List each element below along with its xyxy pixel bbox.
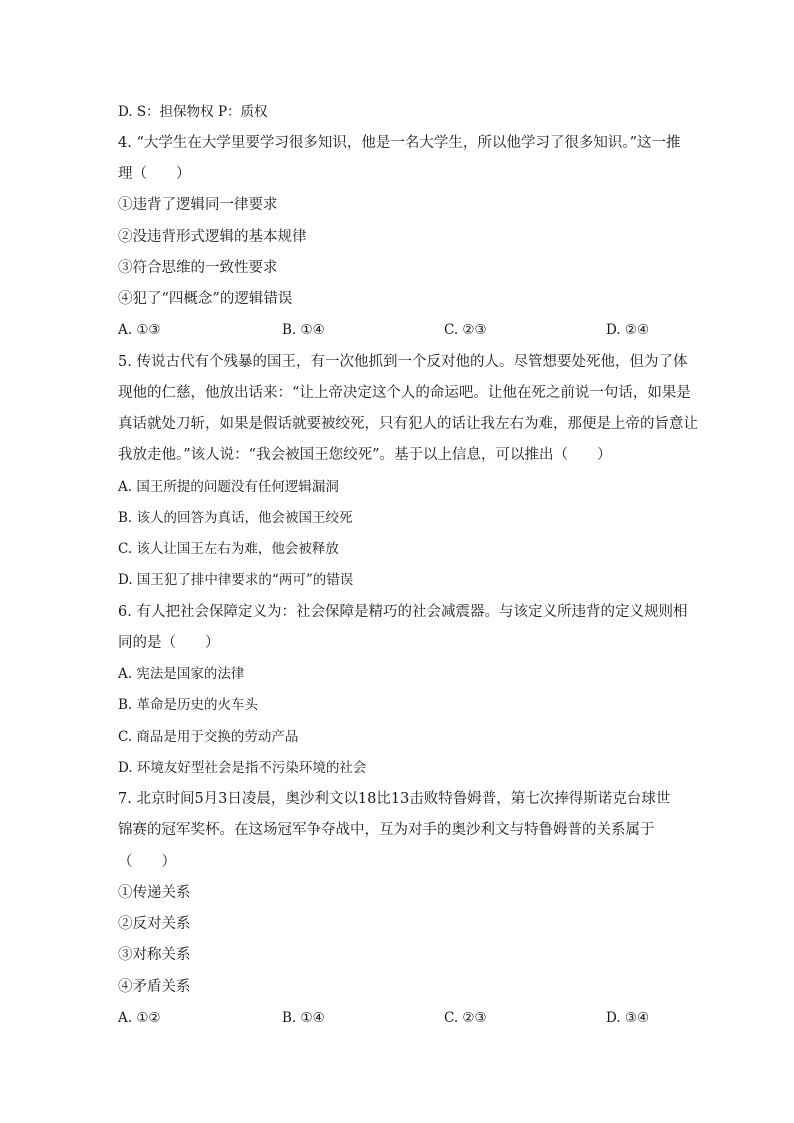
- q4-statement-3: ③符合思维的一致性要求: [118, 260, 278, 276]
- q4-option-c: C. ②③: [444, 322, 487, 338]
- q5-option-b: B. 该人的回答为真话，他会被国王绞死: [118, 510, 353, 526]
- q4-options: [118, 320, 678, 340]
- q6-stem-line-1: 6. 有人把社会保障定义为：社会保障是精巧的社会减震器。与该定义所违背的定义规则相: [118, 604, 688, 620]
- q5-stem-line-2: 现他的仁慈，他放出话来：“让上帝决定这个人的命运吧。让他在死之前说一句话，如果是: [118, 385, 691, 401]
- q6-option-b: B. 革命是历史的火车头: [118, 697, 259, 713]
- q7-statement-2: ②反对关系: [118, 916, 191, 932]
- q5-option-c: C. 该人让国王左右为难，他会被释放: [118, 541, 339, 557]
- q6-option-c: C. 商品是用于交换的劳动产品: [118, 729, 299, 745]
- q5-option-d: D. 国王犯了排中律要求的“两可”的错误: [118, 572, 354, 588]
- q4-stem-line-1: 4. “大学生在大学里要学习很多知识，他是一名大学生，所以他学习了很多知识。”这一推: [118, 135, 681, 151]
- q6-stem-line-2: 同的是（ ）: [118, 635, 220, 651]
- q7-option-c: C. ②③: [444, 1010, 487, 1026]
- q5-stem-line-4: 我放走他。”该人说：“我会被国王您绞死”。基于以上信息，可以推出（ ）: [118, 447, 612, 463]
- q4-option-a: A. ①③: [118, 322, 161, 338]
- q5-stem-line-3: 真话就处刀斩，如果是假话就要被绞死，只有犯人的话让我左右为难，那便是上帝的旨意让: [118, 416, 698, 432]
- q4-statement-4: ④犯了“四概念”的逻辑错误: [118, 291, 293, 307]
- q6-option-a: A. 宪法是国家的法律: [118, 666, 245, 682]
- q4-option-d: D. ②④: [606, 322, 650, 338]
- q6-option-d: D. 环境友好型社会是指不污染环境的社会: [118, 760, 367, 776]
- q3-option-d: D. S：担保物权 P：质权: [118, 104, 268, 120]
- q7-option-a: A. ①②: [118, 1010, 161, 1026]
- q7-option-d: D. ③④: [606, 1010, 650, 1026]
- q7-stem-line-1: 7. 北京时间5月3日凌晨，奥沙利文以18比13击败特鲁姆普，第七次捧得斯诺克台球世: [118, 791, 671, 807]
- q7-statement-3: ③对称关系: [118, 947, 191, 963]
- q7-stem-line-2: 锦赛的冠军奖杯。在这场冠军争夺战中，互为对手的奥沙利文与特鲁姆普的关系属于: [118, 822, 655, 838]
- q4-option-b: B. ①④: [282, 322, 325, 338]
- q5-stem-line-1: 5. 传说古代有个残暴的国王，有一次他抓到一个反对他的人。尽管想要处死他，但为了体: [118, 354, 688, 370]
- q7-options: [118, 1008, 678, 1028]
- q4-stem-line-2: 理（ ）: [118, 166, 191, 182]
- q4-statement-2: ②没违背形式逻辑的基本规律: [118, 229, 307, 245]
- q7-statement-4: ④矛盾关系: [118, 979, 191, 995]
- q5-option-a: A. 国王所提的问题没有任何逻辑漏洞: [118, 479, 339, 495]
- q7-stem-line-3: （ ）: [118, 854, 176, 870]
- q7-option-b: B. ①④: [282, 1010, 325, 1026]
- q7-statement-1: ①传递关系: [118, 885, 191, 901]
- q4-statement-1: ①违背了逻辑同一律要求: [118, 197, 278, 213]
